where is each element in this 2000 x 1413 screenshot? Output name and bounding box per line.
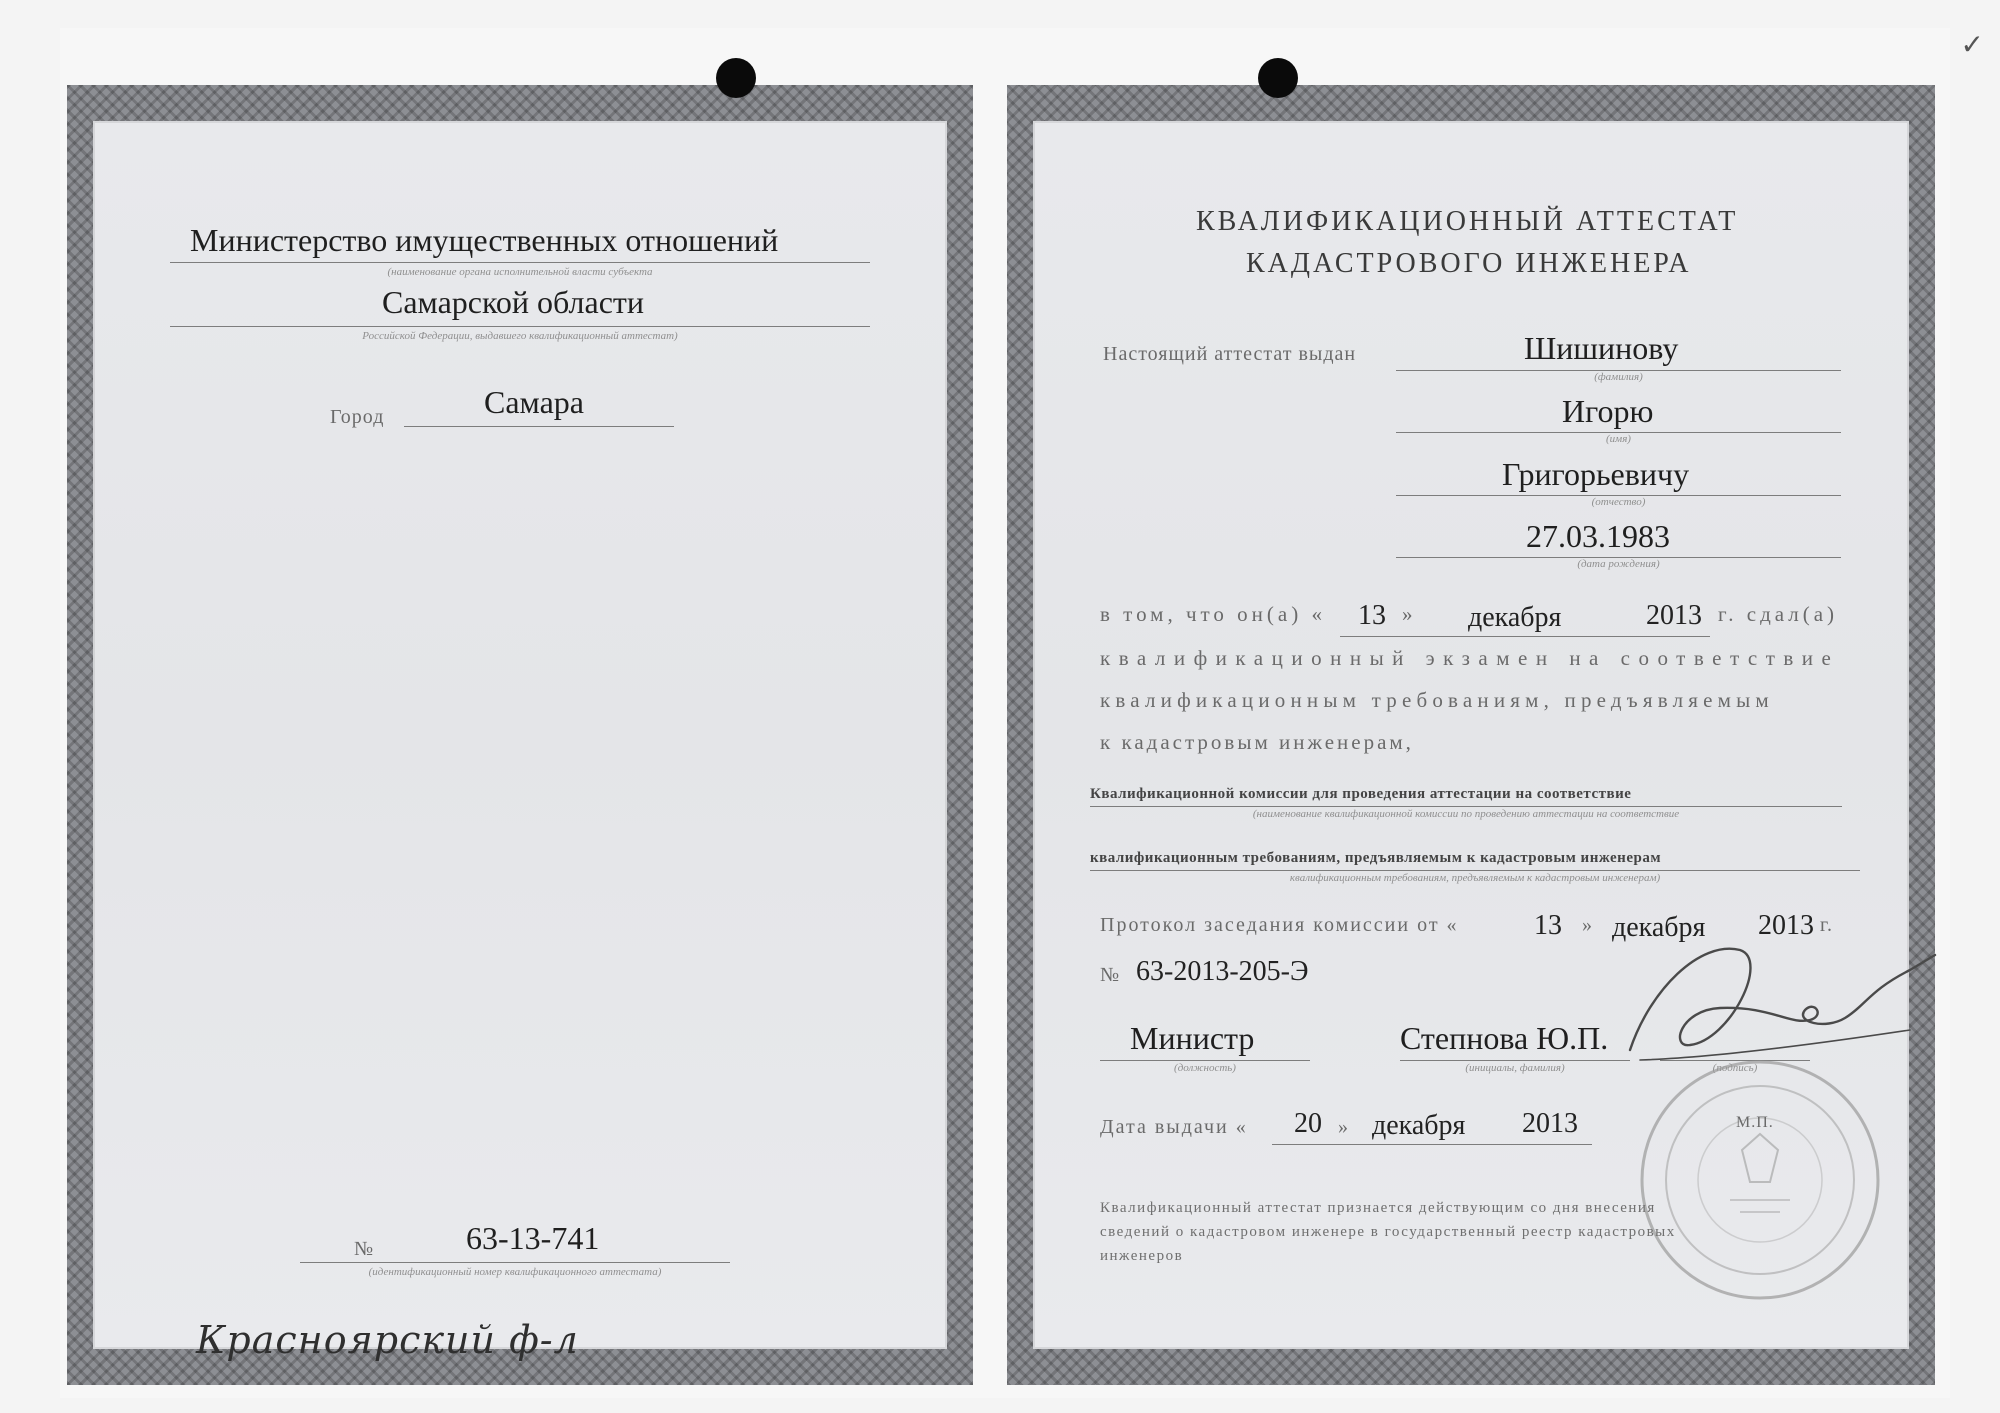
commission-underline1	[1090, 806, 1842, 807]
caption-patronymic: (отчество)	[1591, 496, 1646, 508]
protocol-day-close: »	[1582, 914, 1593, 936]
protocol-number-label: №	[1100, 964, 1121, 986]
protocol-year: 2013	[1758, 910, 1814, 941]
exam-prefix: в том, что он(а) «	[1100, 602, 1326, 626]
ministry-underline1	[170, 262, 870, 263]
validity-line1: Квалификационный аттестат признается действующим со дня внесения	[1100, 1200, 1656, 1216]
commission-line2: квалификационным требованиям, предъявляемым к кадастровым инженерам	[1090, 850, 1662, 866]
number-underline	[300, 1262, 730, 1263]
exam-date-underline	[1340, 636, 1710, 637]
caption-commission2: квалификационным требованиям, предъявляемым к кадастровым инженерам)	[1289, 872, 1661, 884]
signer-underline	[1400, 1060, 1630, 1061]
ministry-line1: Министерство имущественных отношений	[190, 222, 779, 258]
protocol-day: 13	[1534, 910, 1562, 941]
position-underline	[1100, 1060, 1310, 1061]
exam-line4: к кадастровым инженерам,	[1100, 730, 1414, 754]
issued-to-label: Настоящий аттестат выдан	[1103, 343, 1357, 365]
caption-surname: (фамилия)	[1594, 371, 1643, 383]
caption-birth-date: (дата рождения)	[1577, 558, 1660, 570]
exam-month: декабря	[1468, 602, 1562, 633]
exam-day-close: »	[1402, 602, 1417, 626]
certificate-number: 63-13-741	[466, 1220, 600, 1256]
caption-signature: (подпись)	[1712, 1062, 1758, 1074]
title-line1: КВАЛИФИКАЦИОННЫЙ АТТЕСТАТ	[1196, 206, 1739, 237]
signer-name: Степнова Ю.П.	[1400, 1020, 1609, 1056]
holder-patronymic: Григорьевичу	[1502, 456, 1690, 492]
exam-day: 13	[1358, 600, 1386, 631]
issue-year: 2013	[1522, 1108, 1578, 1139]
signer-position: Министр	[1130, 1020, 1255, 1056]
city-underline	[404, 426, 674, 427]
ministry-underline2	[170, 326, 870, 327]
punch-hole-right	[1258, 58, 1298, 98]
issue-day-close: »	[1338, 1116, 1349, 1138]
caption-number: (идентификационный номер квалификационного аттестата)	[368, 1266, 662, 1278]
caption-federation: Российской Федерации, выдавшего квалификационный аттестат)	[362, 330, 678, 342]
commission-underline2	[1090, 870, 1860, 871]
commission-line1: Квалификационной комиссии для проведения аттестации на соответствие	[1090, 786, 1632, 802]
caption-commission1: (наименование квалификационной комиссии по проведению аттестации на соответствие	[1252, 808, 1680, 820]
handwritten-branch-note: Красноярский ф-л	[196, 1318, 579, 1362]
exam-line3: квалификационным требованиям, предъявляемым	[1100, 688, 1774, 712]
exam-line2: квалификационный экзамен на соответствие	[1100, 646, 1840, 670]
certificate-cover-page	[67, 85, 973, 1385]
issue-day: 20	[1294, 1108, 1322, 1139]
holder-birth-date: 27.03.1983	[1526, 518, 1670, 554]
validity-line3: инженеров	[1100, 1248, 1184, 1264]
protocol-month: декабря	[1612, 912, 1706, 943]
stamp-label: М.П.	[1736, 1114, 1774, 1131]
protocol-number: 63-2013-205-Э	[1136, 956, 1309, 987]
validity-line2: сведений о кадастровом инженере в государственный реестр кадастровых	[1100, 1224, 1676, 1240]
caption-position: (должность)	[1174, 1062, 1236, 1074]
punch-hole-left	[716, 58, 756, 98]
holder-name: Игорю	[1562, 393, 1654, 429]
exam-suffix: г. сдал(а)	[1718, 602, 1839, 626]
exam-year: 2013	[1646, 600, 1702, 631]
title-line2: КАДАСТРОВОГО ИНЖЕНЕРА	[1246, 248, 1692, 279]
issue-date-underline	[1272, 1144, 1592, 1145]
number-label: №	[354, 1238, 375, 1260]
protocol-prefix: Протокол заседания комиссии от «	[1100, 914, 1459, 936]
city-label: Город	[330, 406, 385, 428]
check-mark-icon: ✓	[1960, 30, 1984, 61]
caption-authority: (наименование органа исполнительной власти субъекта	[387, 266, 653, 278]
holder-surname: Шишинову	[1524, 330, 1679, 366]
issue-month: декабря	[1372, 1110, 1466, 1141]
city-value: Самара	[484, 384, 584, 420]
caption-name: (имя)	[1606, 433, 1631, 445]
caption-signer: (инициалы, фамилия)	[1465, 1062, 1565, 1074]
protocol-year-suffix: г.	[1820, 914, 1833, 936]
ministry-line2: Самарской области	[382, 284, 644, 320]
official-seal-icon	[1620, 1050, 1900, 1310]
issue-prefix: Дата выдачи «	[1100, 1116, 1248, 1138]
